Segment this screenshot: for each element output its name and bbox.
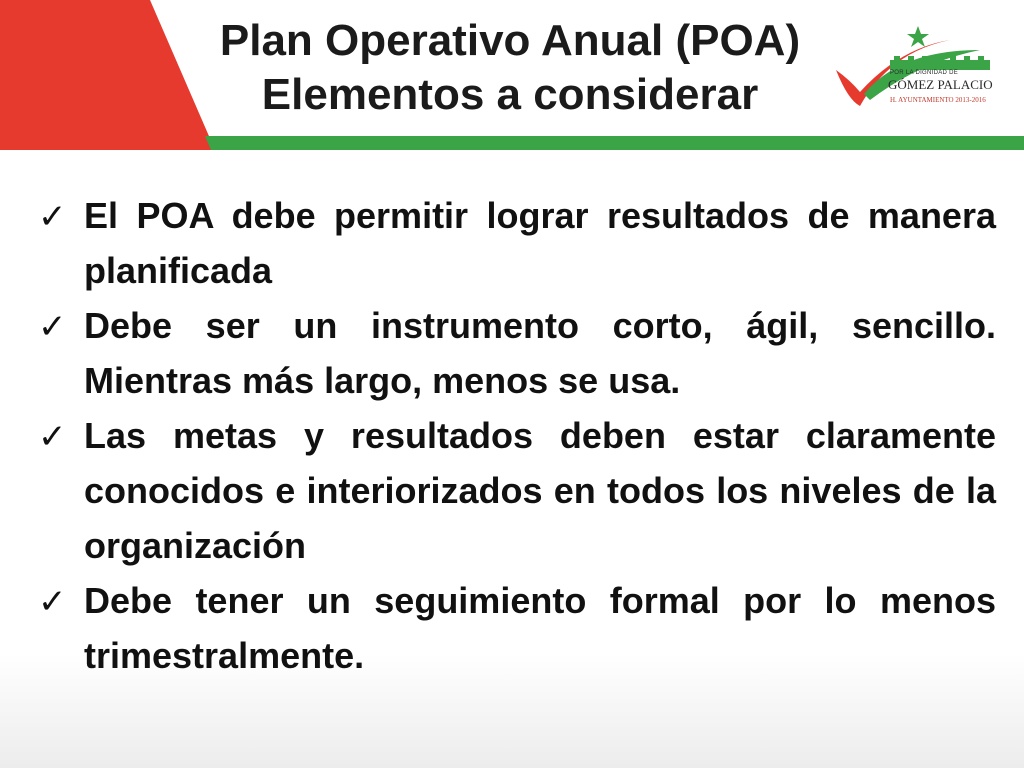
slide-title <box>150 14 870 122</box>
list-item <box>34 298 996 408</box>
logo-caption-top: POR LA DIGNIDAD DE <box>890 70 959 76</box>
green-header-bar <box>205 136 1024 150</box>
list-item <box>34 408 996 573</box>
list-item <box>34 188 996 298</box>
checkmark-icon: ✓ <box>38 582 67 622</box>
bullet-text: Debe ser un instrumento corto, ágil, sencillo. Mientras más largo, menos se usa. <box>84 305 996 401</box>
bullet-text: Las metas y resultados deben estar claramente conocidos e interiorizados en todos los niveles de la organización <box>84 415 996 566</box>
bullet-list <box>34 188 996 683</box>
logo-caption-bottom: H. AYUNTAMIENTO 2013-2016 <box>890 96 986 104</box>
bullet-text: Debe tener un seguimiento formal por lo menos trimestralmente. <box>84 580 996 676</box>
checkmark-icon: ✓ <box>38 307 67 347</box>
bullet-text: El POA debe permitir lograr resultados de manera planificada <box>84 195 996 291</box>
municipal-logo <box>830 22 1000 112</box>
logo-caption-main: GÓMEZ PALACIO <box>888 77 993 92</box>
star-icon <box>907 26 929 47</box>
list-item <box>34 573 996 683</box>
title-line-2: Elementos a considerar <box>261 70 759 119</box>
checkmark-icon: ✓ <box>38 417 67 457</box>
checkmark-icon: ✓ <box>38 197 67 237</box>
title-line-1: Plan Operativo Anual (POA) <box>219 16 801 65</box>
